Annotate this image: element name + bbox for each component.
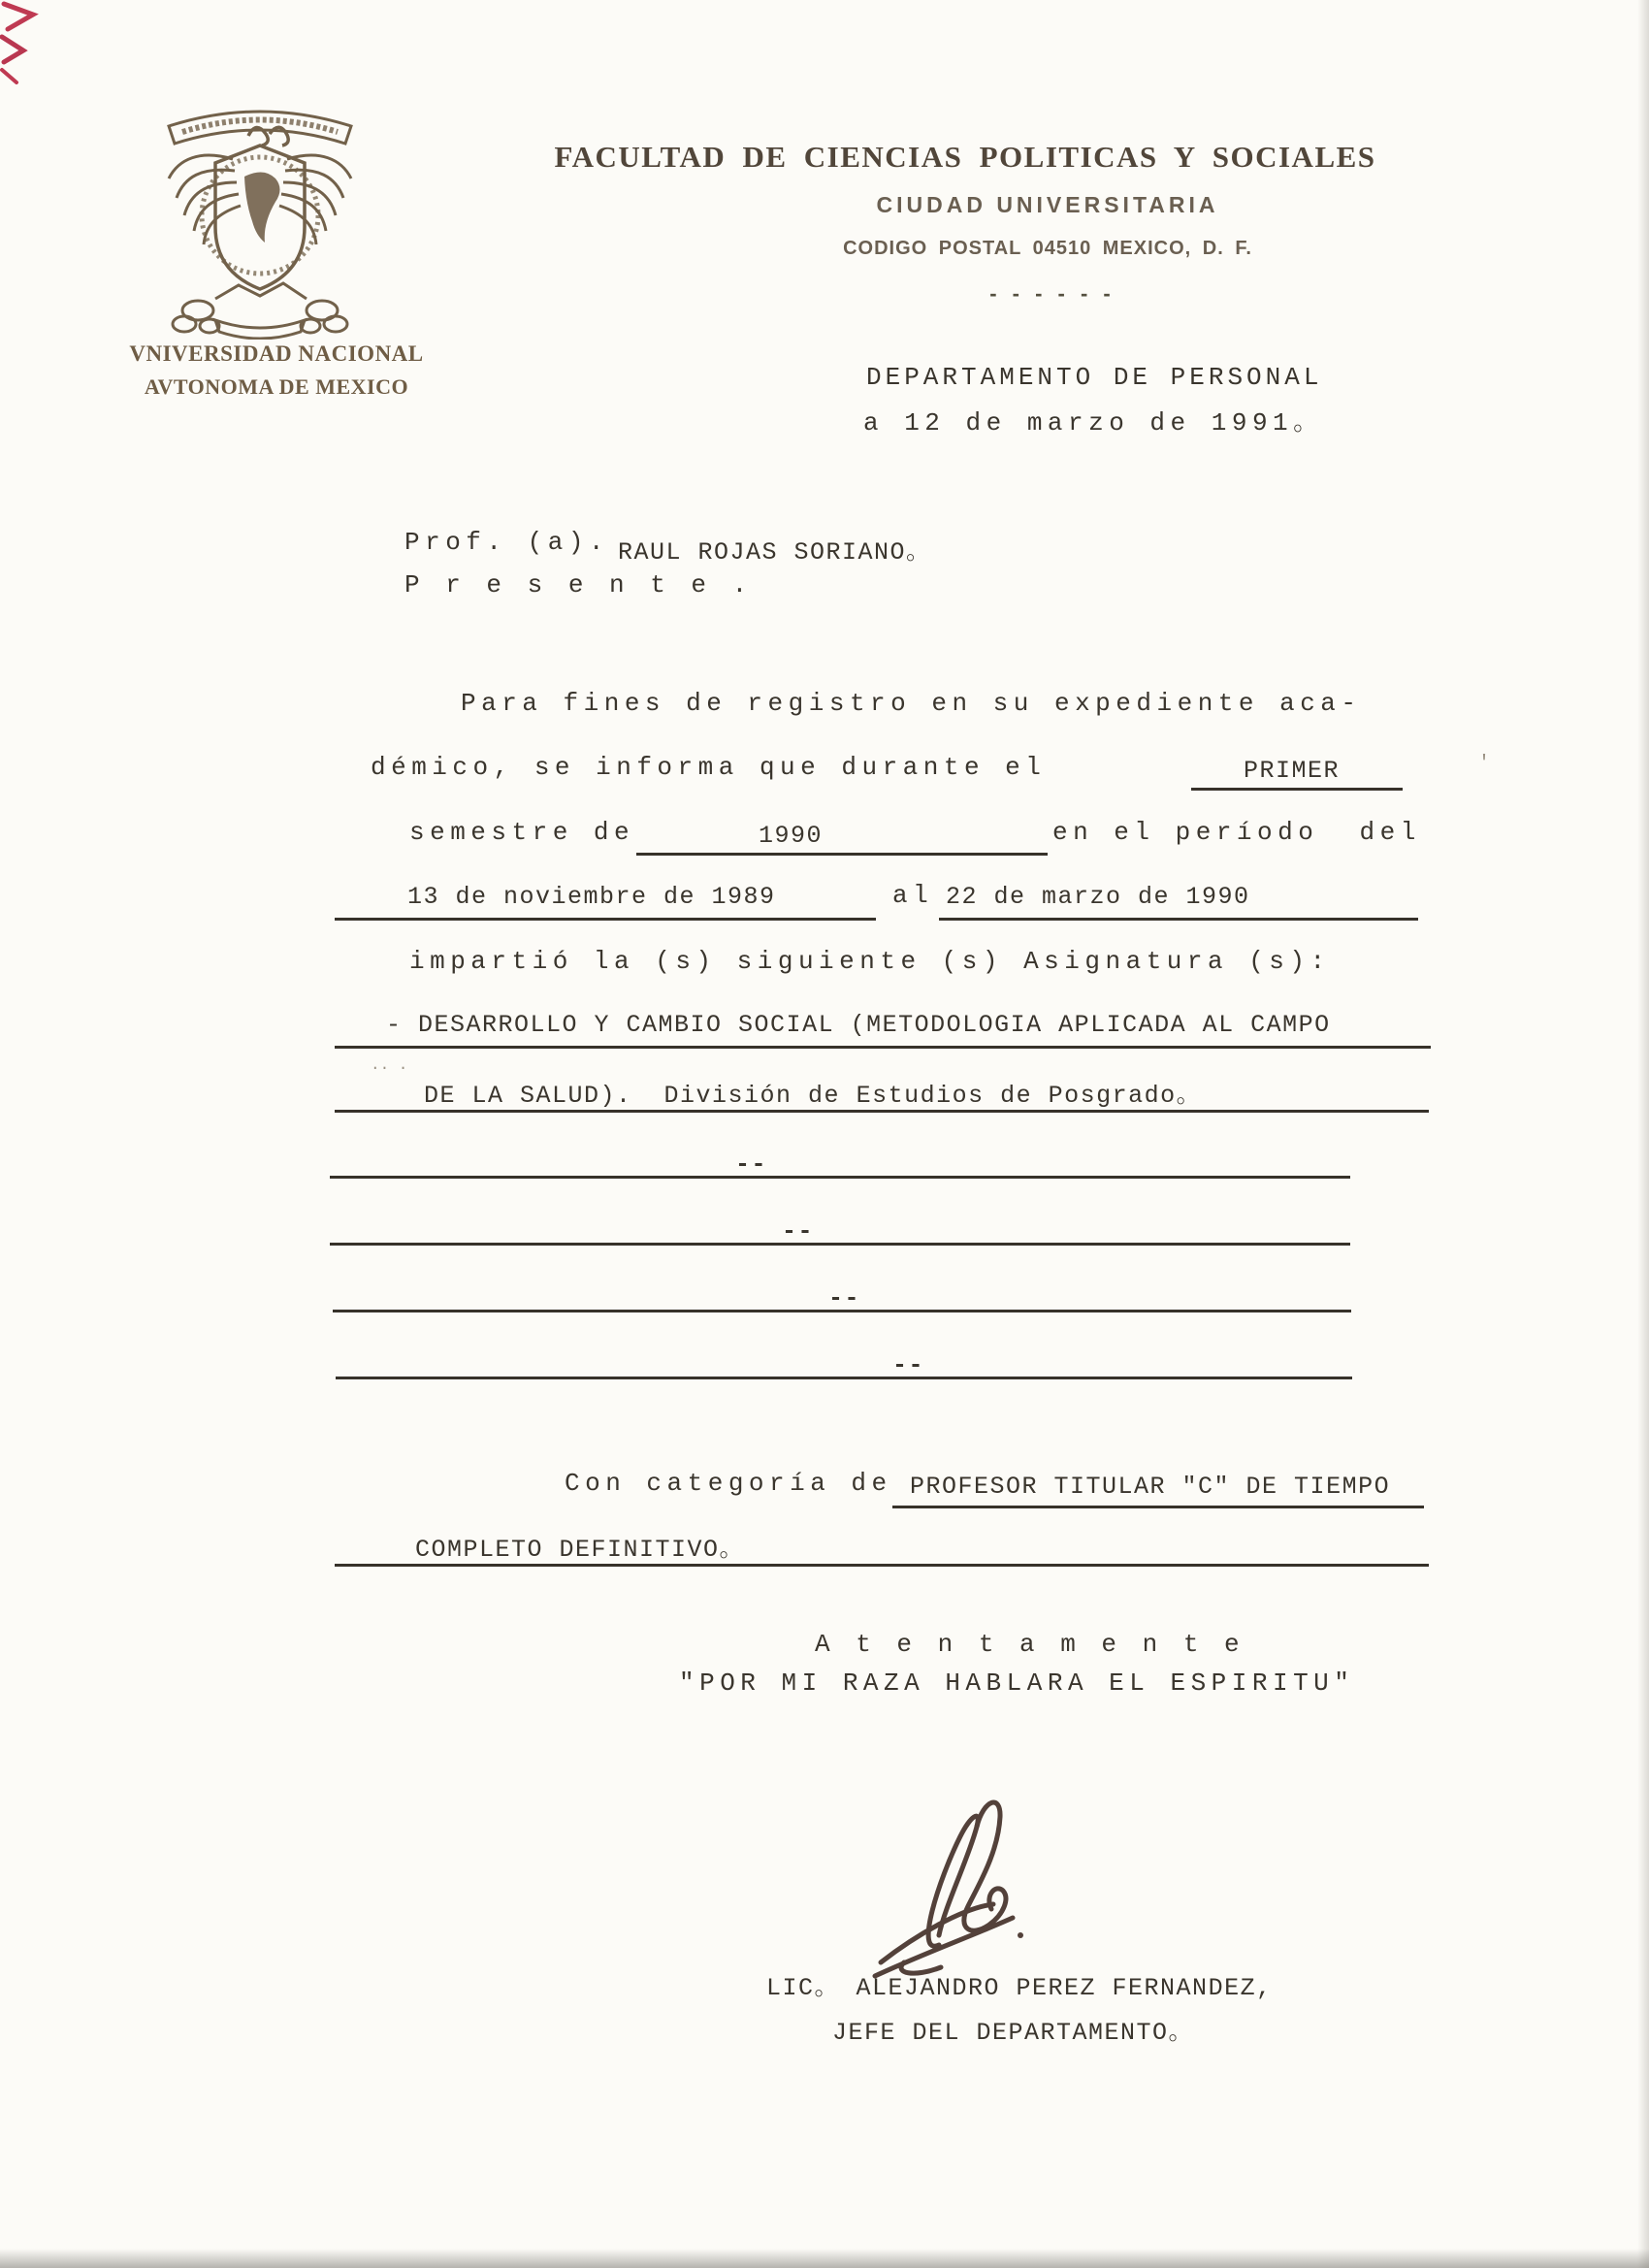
blank-underline-2 — [330, 1243, 1350, 1246]
blank-mark-2: -- — [782, 1217, 815, 1246]
subject-line-1: - DESARROLLO Y CAMBIO SOCIAL (METODOLOGIA APLICADA AL CAMPO — [386, 1011, 1331, 1039]
blank-underline-4 — [336, 1377, 1352, 1379]
red-pen-marks — [0, 0, 48, 93]
signature — [846, 1790, 1069, 1989]
blank-underline-3 — [333, 1310, 1351, 1312]
category-underline — [892, 1506, 1424, 1508]
blank-underline-1 — [330, 1176, 1350, 1179]
university-name-line2: AVTONOMA DE MEXICO — [144, 374, 409, 399]
separator-dashes: - - - - - - — [989, 281, 1116, 306]
campus-line: CIUDAD UNIVERSITARIA — [876, 192, 1219, 217]
fill-date-end: 22 de marzo de 1990 — [946, 883, 1250, 911]
body-line-3b: en el período del — [1052, 818, 1421, 847]
motto-line: "POR MI RAZA HABLARA EL ESPIRITU" — [679, 1669, 1355, 1698]
letter-date: a 12 de marzo de 1991。 — [863, 408, 1324, 437]
body-line-5: impartió la (s) siguiente (s) Asignatura (s): — [409, 947, 1331, 976]
page-edge-bottom — [0, 2249, 1649, 2268]
category-label: Con categoría de — [565, 1469, 892, 1498]
fill-category-2: COMPLETO DEFINITIVO。 — [415, 1536, 746, 1564]
recipient-name: RAUL ROJAS SORIANO。 — [618, 538, 932, 567]
signer-name: LIC。 ALEJANDRO PEREZ FERNANDEZ, — [766, 1974, 1273, 2002]
signer-title: JEFE DEL DEPARTAMENTO。 — [832, 2019, 1195, 2047]
unam-crest-icon — [142, 81, 378, 340]
postal-line: CODIGO POSTAL 04510 MEXICO, D. F. — [843, 238, 1252, 259]
fill-underline-date-end — [939, 918, 1418, 921]
category-underline-2 — [335, 1564, 1429, 1567]
blank-mark-3: -- — [828, 1284, 861, 1312]
scan-artifact-2: ' — [1478, 753, 1491, 775]
blank-mark-4: -- — [892, 1351, 925, 1379]
subject-underline-2 — [335, 1110, 1429, 1113]
fill-underline-year — [636, 853, 1048, 856]
body-line-2: démico, se informa que durante el — [371, 753, 1047, 782]
university-name-line1: VNIVERSIDAD NACIONAL — [129, 341, 424, 366]
presente-line: P r e s e n t e . — [404, 570, 753, 599]
fill-semester-order: PRIMER — [1244, 757, 1341, 785]
faculty-title: FACULTAD DE CIENCIAS POLITICAS Y SOCIALES — [554, 140, 1376, 174]
fill-date-start: 13 de noviembre de 1989 — [407, 883, 776, 911]
atentamente-line: A t e n t a m e n t e — [815, 1630, 1245, 1659]
body-line-3: semestre de — [409, 818, 635, 847]
al-label: al — [892, 881, 934, 910]
body-line-1: Para fines de registro en su expediente aca- — [461, 689, 1362, 718]
fill-underline-semester — [1191, 788, 1403, 791]
fill-underline-date-start — [335, 918, 876, 921]
salutation: Prof. (a). — [404, 528, 610, 557]
subject-line-2: DE LA SALUD). División de Estudios de Posgrado。 — [424, 1082, 1203, 1110]
department-title: DEPARTAMENTO DE PERSONAL — [866, 363, 1323, 392]
blank-mark-1: -- — [735, 1150, 768, 1179]
subject-underline-1 — [335, 1046, 1431, 1049]
fill-year: 1990 — [759, 822, 824, 850]
page-edge-right — [1637, 0, 1649, 2268]
fill-category: PROFESOR TITULAR "C" DE TIEMPO — [910, 1473, 1391, 1501]
scan-artifact-1: ·· · — [371, 1059, 408, 1077]
